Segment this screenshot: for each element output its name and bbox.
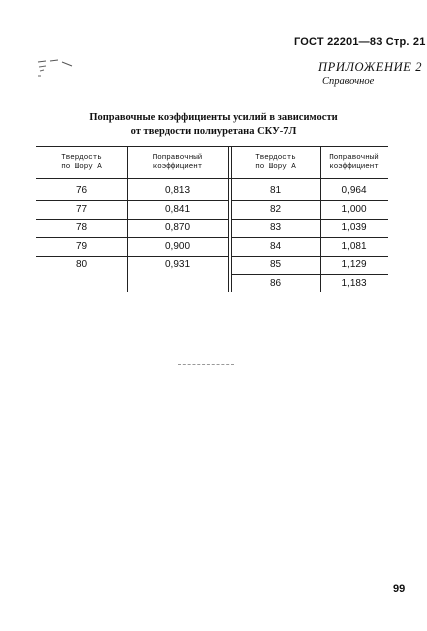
right-coefficient-cell: 1,183 (341, 277, 367, 289)
scan-artifact-mark (36, 58, 76, 80)
table-title-line-1: Поправочные коэффициенты усилий в зависимости (89, 112, 338, 123)
right-coefficient-cell: 1,000 (341, 203, 367, 215)
left-coefficient-cell: 0,813 (164, 185, 191, 196)
header-hardness-left: Твердость по Шору А (61, 154, 102, 171)
left-hardness-cell: 80 (75, 259, 88, 270)
col-divider-center-a (228, 146, 229, 292)
header-hardness-right: Твердость по Шору А (255, 154, 296, 171)
right-hardness-cell: 83 (269, 222, 282, 233)
right-coefficient-cell: 1,081 (341, 240, 367, 252)
right-row-rule (231, 274, 388, 275)
appendix-label: ПРИЛОЖЕНИЕ 2 (318, 60, 423, 74)
table-header-rule (36, 178, 388, 179)
left-row-rule (36, 219, 228, 220)
left-hardness-cell: 77 (75, 203, 88, 215)
left-coefficient-cell: 0,900 (164, 240, 191, 252)
right-row-rule (231, 200, 388, 201)
left-hardness-cell: 78 (75, 222, 88, 233)
left-row-rule (36, 200, 228, 201)
left-hardness-cell: 76 (75, 185, 88, 196)
right-coefficient-cell: 0,964 (341, 185, 367, 196)
left-row-rule (36, 256, 228, 257)
standard-header: ГОСТ 22201—83 Стр. 21 (294, 36, 426, 48)
left-row-rule (36, 237, 228, 238)
right-coefficient-cell: 1,039 (341, 222, 367, 233)
right-row-rule (231, 219, 388, 220)
table-title-line-2: от твердости полиуретана СКУ-7Л (130, 126, 297, 137)
left-coefficient-cell: 0,870 (164, 222, 191, 233)
left-coefficient-cell: 0,841 (164, 203, 191, 215)
header-coefficient-left: Поправочный коэффициент (152, 154, 203, 171)
right-row-rule (231, 237, 388, 238)
right-coefficient-cell: 1,129 (341, 259, 367, 270)
right-row-rule (231, 256, 388, 257)
right-hardness-cell: 84 (269, 240, 282, 252)
appendix-type: Справочное (322, 76, 375, 87)
end-dash-rule (178, 364, 234, 365)
right-hardness-cell: 81 (269, 185, 282, 196)
right-hardness-cell: 86 (269, 277, 282, 289)
page-number: 99 (393, 583, 406, 595)
left-coefficient-cell: 0,931 (164, 259, 191, 270)
table-top-rule (36, 146, 388, 147)
left-hardness-cell: 79 (75, 240, 88, 252)
right-hardness-cell: 82 (269, 203, 282, 215)
right-hardness-cell: 85 (269, 259, 282, 270)
header-coefficient-right: Поправочный коэффициент (329, 154, 379, 171)
